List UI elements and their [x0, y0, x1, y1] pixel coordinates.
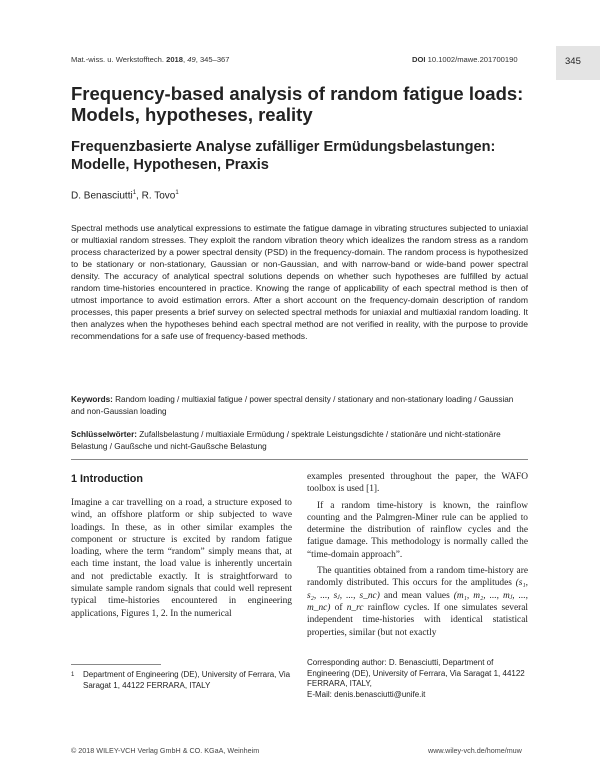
right-column — [307, 471, 528, 639]
doi-link[interactable]: 10.1002/mawe.201700190 — [427, 55, 518, 64]
schluesselwoerter-label: Schlüsselwörter: — [71, 430, 137, 439]
correspondence-text: Corresponding author: D. Benasciutti, Department of Engineering (DE), University of Ferrara, Via Saragat 1, 44122 FERRARA, ITALY, — [307, 658, 525, 688]
body-paragraph: Imagine a car travelling on a road, a structure exposed to wind, an offshore platform or ship subjected to wave loadings. In these, as in other similar examples the component or structure is excited by random fatigue loading, where the term “random” simply means that, at each time instant, the load value is inherently uncertain and not predictable exactly. It is straightforward to simulate sample random signals that could well represent typical time-histories encountered in engineering applications, Figures 1, 2. In the numerical — [71, 498, 292, 619]
paragraph-text: The quantities obtained from a random time-history are randomly distributed. This occurs for the amplitudes — [307, 566, 528, 589]
article-subtitle: Frequenzbasierte Analyse zufälliger Ermüdungsbelastungen: Modelle, Hypothesen, Praxis — [71, 139, 496, 173]
doi-label: DOI — [412, 55, 426, 64]
keywords-label: Keywords: — [71, 395, 113, 404]
paragraph-text: of — [334, 602, 343, 613]
author-affiliation-mark: 1 — [175, 190, 179, 196]
divider — [71, 459, 528, 460]
journal-year: 2018 — [166, 55, 184, 64]
page-number: 345 — [565, 56, 581, 67]
footnote-divider — [71, 664, 161, 665]
section-heading — [71, 473, 143, 485]
author-name: D. Benasciutti — [71, 190, 133, 202]
left-column — [71, 497, 292, 620]
footer-copyright: © 2018 WILEY-VCH Verlag GmbH & CO. KGaA, Weinheim — [71, 746, 260, 755]
author-affiliation-mark: 1 — [132, 190, 137, 196]
journal-pages: 345–367 — [199, 55, 230, 64]
correspondence-email[interactable]: E-Mail: denis.benasciutti@unife.it — [307, 689, 426, 699]
schluesselwoerter — [71, 429, 526, 453]
section-number: 1 — [71, 473, 78, 485]
journal-name: Mat.-wiss. u. Werkstofftech. — [71, 55, 164, 64]
schluesselwoerter-text: Zufallsbelastung / multiaxiale Ermüdung / spektrale Leistungsdichte / stationäre und nicht-stationäre Belastung / Gaußsche und nicht-Gaußsche Belastung — [71, 430, 501, 451]
footnote-text: Department of Engineering (DE), University of Ferrara, Via Saragat 1, 44122 FERRARA, ITALY — [83, 670, 291, 690]
keywords — [71, 394, 526, 418]
journal-volume: 49 — [187, 55, 196, 64]
math-expression: (s₁, s₂, ..., sⱼ, ..., s_nc) — [307, 578, 528, 601]
paragraph-text: rainflow cycles. If one simulates several independent time-histories with identical statistical properties, similar (but not exactly — [307, 602, 529, 638]
journal-header: Mat.-wiss. u. Werkstofftech. 2018, 49, 345–367 — [71, 55, 230, 64]
body-paragraph — [307, 565, 528, 639]
author-name: R. Tovo — [141, 190, 176, 202]
body-paragraph: If a random time-history is known, the rainflow counting and the Palmgren-Miner rule can be applied to determine the distribution of rainflow cycles and the fatigue damage. This methodology is normally called the “time-domain approach”. — [307, 500, 528, 560]
abstract: Spectral methods use analytical expressions to estimate the fatigue damage in vibrating structures subjected to uniaxial or multiaxial random stresses. They exploit the random vibration theory which idealizes the random stress as a random process characterized by a power spectral density (PSD) in the frequency-domain. The random process is hypothesized to be stationary or non-stationary, Gaussian or non-Gaussian, and with narrow-band or wide-band power spectral density. The accuracy of analytical spectral solutions depends on whether such hypotheses are fulfilled by actual random time-histories encountered in practice. Knowing the range of applicability of each spectral method is then of utmost importance to avoid estimation errors. After a short account on the frequency-domain description of random processes, this paper presents a brief survey on selected spectral methods for uniaxial and multiaxial random loading. It then analyzes when the hypotheses behind each spectral method are not verified in reality, with the purpose to provide recommendations for a safe use of frequency-based methods. — [71, 223, 528, 341]
math-expression: (m₁, m₂, ..., mⱼ, ..., m_nc) — [307, 590, 529, 613]
footer-url[interactable]: www.wiley-vch.de/home/muw — [428, 746, 522, 755]
paragraph-text: and mean values — [383, 590, 450, 601]
footnote-mark: 1 — [71, 672, 75, 678]
footnote — [71, 670, 292, 691]
author-list: D. Benasciutti$^1$, R. Tovo$^1$ — [71, 190, 179, 202]
correspondence — [307, 658, 528, 700]
doi-header — [412, 55, 518, 64]
article-title: Frequency-based analysis of random fatigue loads: Models, hypotheses, reality — [71, 83, 524, 125]
page-number-tab — [556, 46, 600, 80]
keywords-text: Random loading / multiaxial fatigue / power spectral density / stationary and non-stationary loading / Gaussian and non-Gaussian loading — [71, 395, 514, 416]
math-expression: n_rc — [346, 602, 364, 613]
section-title: Introduction — [80, 473, 143, 485]
body-paragraph: examples presented throughout the paper, the WAFO toolbox is used [1]. — [307, 472, 528, 495]
